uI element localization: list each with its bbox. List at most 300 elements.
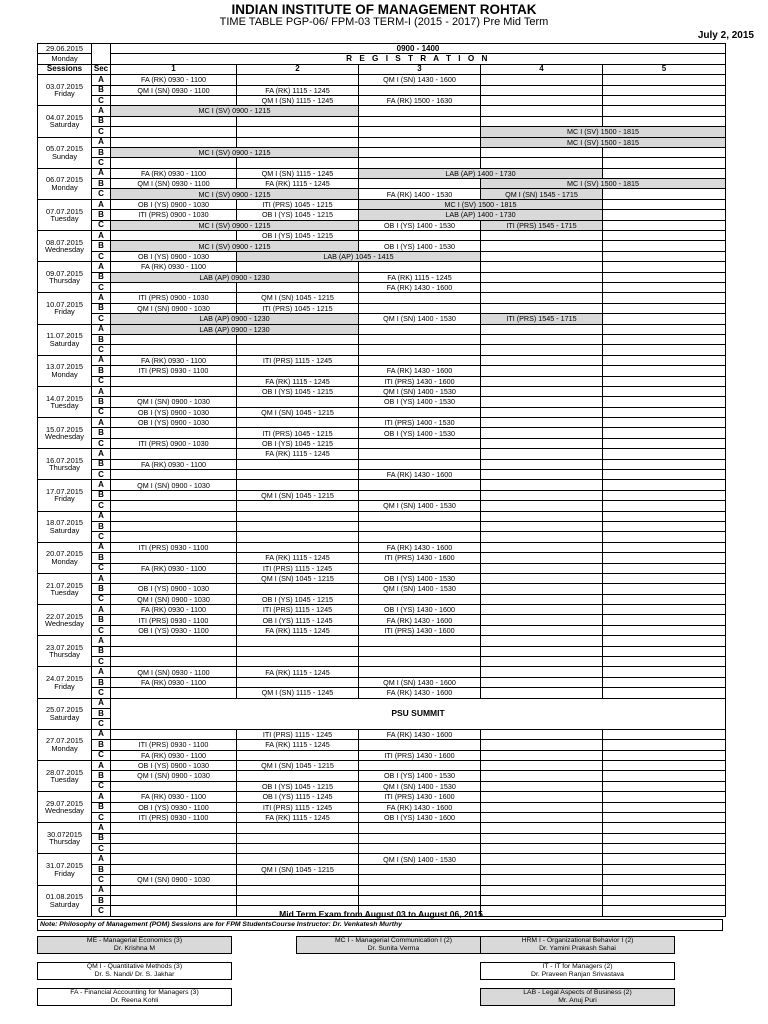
section-label: A xyxy=(92,511,111,521)
table-row xyxy=(38,542,726,552)
date-text: 11.07.2015 xyxy=(46,331,83,341)
schedule-cell xyxy=(603,501,726,511)
schedule-cell: OB I (YS) 0900 - 1030 xyxy=(111,418,237,428)
schedule-cell: QM I (SN) 1045 - 1215 xyxy=(237,573,359,583)
schedule-cell xyxy=(603,262,726,272)
schedule-cell: MC I (SV) 0900 - 1215 xyxy=(111,147,359,157)
schedule-cell xyxy=(359,823,481,833)
session-date xyxy=(38,792,92,823)
faculty-box xyxy=(480,936,675,954)
table-row xyxy=(38,615,726,625)
table-row xyxy=(38,95,726,105)
section-label: B xyxy=(92,179,111,189)
section-label: C xyxy=(92,314,111,324)
schedule-cell xyxy=(481,812,603,822)
table-row xyxy=(38,272,726,282)
schedule-cell xyxy=(603,480,726,490)
schedule-cell xyxy=(481,75,603,85)
schedule-cell xyxy=(359,459,481,469)
schedule-cell xyxy=(111,532,237,542)
schedule-cell: ITI (PRS) 1115 - 1245 xyxy=(237,605,359,615)
schedule-cell: FA (RK) 1430 - 1600 xyxy=(359,615,481,625)
schedule-cell xyxy=(359,438,481,448)
col-period-1: 1 xyxy=(111,64,237,74)
schedule-cell xyxy=(603,885,726,895)
schedule-cell: FA (RK) 1115 - 1245 xyxy=(237,667,359,677)
schedule-cell xyxy=(603,324,726,334)
session-date xyxy=(38,106,92,137)
day-text: Tuesday xyxy=(50,775,79,785)
course-name: ME - Managerial Economics (3) xyxy=(86,937,183,944)
table-row xyxy=(38,376,726,386)
session-date xyxy=(38,262,92,293)
schedule-cell: FA (RK) 0930 - 1100 xyxy=(111,75,237,85)
schedule-cell: ITI (PRS) 1545 - 1715 xyxy=(481,314,603,324)
table-row xyxy=(38,625,726,635)
section-label: A xyxy=(92,418,111,428)
schedule-cell xyxy=(603,563,726,573)
session-date xyxy=(38,760,92,791)
schedule-cell xyxy=(603,158,726,168)
schedule-cell xyxy=(603,553,726,563)
table-row xyxy=(38,179,726,189)
schedule-cell xyxy=(481,677,603,687)
schedule-cell: OB I (YS) 0900 - 1030 xyxy=(111,251,237,261)
reg-day: Monday xyxy=(38,54,92,64)
schedule-cell xyxy=(603,116,726,126)
schedule-cell xyxy=(481,459,603,469)
schedule-cell xyxy=(481,771,603,781)
schedule-cell xyxy=(481,241,603,251)
table-row xyxy=(38,314,726,324)
schedule-cell xyxy=(481,95,603,105)
section-label: B xyxy=(92,459,111,469)
section-label: B xyxy=(92,833,111,843)
table-row xyxy=(38,366,726,376)
table-row xyxy=(38,844,726,854)
schedule-cell xyxy=(481,470,603,480)
table-row xyxy=(38,657,726,667)
col-period-3: 3 xyxy=(359,64,481,74)
schedule-cell xyxy=(111,573,237,583)
schedule-cell xyxy=(237,584,359,594)
schedule-cell xyxy=(359,844,481,854)
schedule-cell xyxy=(481,688,603,698)
schedule-cell xyxy=(603,210,726,220)
schedule-cell xyxy=(237,896,359,906)
section-label: A xyxy=(92,667,111,677)
schedule-cell xyxy=(481,760,603,770)
schedule-cell xyxy=(111,470,237,480)
section-label: B xyxy=(92,802,111,812)
schedule-cell xyxy=(111,386,237,396)
schedule-cell xyxy=(603,760,726,770)
section-label: C xyxy=(92,532,111,542)
section-label: C xyxy=(92,345,111,355)
schedule-cell xyxy=(111,521,237,531)
schedule-cell: FA (RK) 1430 - 1600 xyxy=(359,802,481,812)
schedule-cell xyxy=(603,334,726,344)
table-row xyxy=(38,667,726,677)
day-text: Friday xyxy=(54,89,75,99)
schedule-cell: FA (RK) 0930 - 1100 xyxy=(111,677,237,687)
schedule-cell: FA (RK) 0930 - 1100 xyxy=(111,459,237,469)
date-text: 24.07.2015 xyxy=(46,674,83,684)
course-name: FA - Financial Accounting for Managers (3) xyxy=(70,989,199,996)
schedule-cell: OB I (YS) 1400 - 1530 xyxy=(359,397,481,407)
table-row xyxy=(38,147,726,157)
table-row xyxy=(38,345,726,355)
session-date xyxy=(38,636,92,667)
section-label: B xyxy=(92,584,111,594)
schedule-cell xyxy=(237,854,359,864)
schedule-cell xyxy=(603,376,726,386)
schedule-cell xyxy=(481,376,603,386)
schedule-cell xyxy=(603,573,726,583)
section-label: C xyxy=(92,220,111,230)
session-date xyxy=(38,573,92,604)
schedule-cell xyxy=(603,282,726,292)
schedule-cell: QM I (SN) 0900 - 1030 xyxy=(111,397,237,407)
schedule-cell: FA (RK) 1115 - 1245 xyxy=(237,376,359,386)
schedule-cell xyxy=(237,418,359,428)
session-date xyxy=(38,480,92,511)
table-row xyxy=(38,480,726,490)
schedule-cell xyxy=(359,137,481,147)
schedule-cell: FA (RK) 1115 - 1245 xyxy=(237,625,359,635)
schedule-cell xyxy=(603,532,726,542)
schedule-cell xyxy=(111,116,237,126)
schedule-cell xyxy=(603,366,726,376)
table-row xyxy=(38,428,726,438)
schedule-cell xyxy=(481,334,603,344)
table-row xyxy=(38,470,726,480)
schedule-cell xyxy=(111,137,237,147)
schedule-cell xyxy=(111,490,237,500)
schedule-cell xyxy=(603,189,726,199)
schedule-cell xyxy=(359,231,481,241)
schedule-cell xyxy=(359,407,481,417)
schedule-cell: OB I (YS) 1045 - 1215 xyxy=(237,386,359,396)
pom-note: Note: Philosophy of Management (POM) Sessions are for FPM StudentsCourse Instructor: Dr. Venkatesh Murthy xyxy=(37,919,723,931)
schedule-cell xyxy=(481,553,603,563)
schedule-cell xyxy=(481,594,603,604)
schedule-cell xyxy=(359,532,481,542)
schedule-cell xyxy=(237,158,359,168)
schedule-cell xyxy=(603,542,726,552)
schedule-cell xyxy=(603,449,726,459)
schedule-cell: ITI (PRS) 1045 - 1215 xyxy=(237,303,359,313)
table-row xyxy=(38,501,726,511)
schedule-cell xyxy=(603,220,726,230)
date-text: 29.07.2015 xyxy=(46,798,83,808)
schedule-cell: OB I (YS) 0900 - 1030 xyxy=(111,584,237,594)
schedule-cell xyxy=(359,667,481,677)
instructor-name: Dr. Yamini Prakash Sahai xyxy=(539,945,616,952)
schedule-cell xyxy=(237,750,359,760)
schedule-cell xyxy=(603,231,726,241)
schedule-cell: QM I (SN) 1115 - 1245 xyxy=(237,95,359,105)
schedule-cell: ITI (PRS) 1430 - 1600 xyxy=(359,792,481,802)
schedule-cell xyxy=(603,95,726,105)
day-text: Tuesday xyxy=(50,588,79,597)
day-text: Friday xyxy=(54,681,75,691)
schedule-cell xyxy=(603,657,726,667)
date-text: 25.07.2015 xyxy=(46,705,83,715)
schedule-cell xyxy=(481,584,603,594)
day-text: Saturday xyxy=(49,712,80,722)
schedule-cell xyxy=(111,428,237,438)
session-date xyxy=(38,823,92,854)
session-date xyxy=(38,231,92,262)
table-row xyxy=(38,792,726,802)
col-period-5: 5 xyxy=(603,64,726,74)
schedule-cell xyxy=(603,199,726,209)
table-row xyxy=(38,459,726,469)
schedule-cell xyxy=(111,127,237,137)
schedule-cell xyxy=(481,854,603,864)
schedule-cell xyxy=(237,771,359,781)
session-date xyxy=(38,137,92,168)
schedule-cell: QM I (SN) 0900 - 1030 xyxy=(111,875,237,885)
schedule-cell xyxy=(237,542,359,552)
schedule-cell xyxy=(603,241,726,251)
section-label: B xyxy=(92,210,111,220)
schedule-cell: FA (RK) 0930 - 1100 xyxy=(111,563,237,573)
schedule-cell xyxy=(111,896,237,906)
schedule-cell: ITI (PRS) 1115 - 1245 xyxy=(237,729,359,739)
schedule-cell xyxy=(359,833,481,843)
schedule-cell xyxy=(481,511,603,521)
schedule-cell xyxy=(481,272,603,282)
schedule-cell xyxy=(603,792,726,802)
schedule-cell xyxy=(111,729,237,739)
schedule-cell xyxy=(481,85,603,95)
schedule-cell xyxy=(481,147,603,157)
table-row xyxy=(38,584,726,594)
schedule-cell xyxy=(481,386,603,396)
schedule-cell xyxy=(359,646,481,656)
section-label: C xyxy=(92,781,111,791)
schedule-cell xyxy=(603,584,726,594)
date-text: 17.07.2015 xyxy=(46,487,83,497)
schedule-cell: ITI (PRS) 0930 - 1100 xyxy=(111,740,237,750)
section-label: C xyxy=(92,251,111,261)
schedule-cell xyxy=(603,272,726,282)
section-label: C xyxy=(92,844,111,854)
table-row xyxy=(38,594,726,604)
table-row xyxy=(38,864,726,874)
schedule-cell: OB I (YS) 1045 - 1215 xyxy=(237,781,359,791)
schedule-cell xyxy=(359,594,481,604)
section-label: A xyxy=(92,698,111,708)
schedule-cell: QM I (SN) 0930 - 1100 xyxy=(111,85,237,95)
schedule-cell xyxy=(603,418,726,428)
schedule-cell: QM I (SN) 1045 - 1215 xyxy=(237,864,359,874)
section-label: C xyxy=(92,158,111,168)
schedule-cell: ITI (PRS) 1045 - 1215 xyxy=(237,428,359,438)
section-label: A xyxy=(92,792,111,802)
course-name: IT - IT for Managers (2) xyxy=(542,963,613,970)
schedule-cell xyxy=(359,449,481,459)
schedule-cell xyxy=(603,688,726,698)
schedule-cell: QM I (SN) 1400 - 1530 xyxy=(359,584,481,594)
table-row xyxy=(38,355,726,365)
schedule-cell: OB I (YS) 0930 - 1100 xyxy=(111,802,237,812)
schedule-cell xyxy=(481,116,603,126)
schedule-cell xyxy=(603,615,726,625)
table-row xyxy=(38,334,726,344)
schedule-cell: OB I (YS) 1400 - 1530 xyxy=(359,428,481,438)
schedule-cell xyxy=(237,282,359,292)
schedule-cell: FA (RK) 0930 - 1100 xyxy=(111,750,237,760)
day-text: Wednesday xyxy=(45,806,84,816)
schedule-cell xyxy=(603,106,726,116)
day-text: Thursday xyxy=(49,650,80,660)
schedule-cell xyxy=(481,293,603,303)
schedule-cell: MC I (SV) 1500 - 1815 xyxy=(481,127,726,137)
registration-row xyxy=(38,44,726,54)
date-text: 13.07.2015 xyxy=(46,362,83,372)
schedule-cell: OB I (YS) 1400 - 1530 xyxy=(359,771,481,781)
instructor-name: Dr. Praveen Ranjan Srivastava xyxy=(531,971,624,978)
section-label: A xyxy=(92,231,111,241)
schedule-cell xyxy=(603,844,726,854)
schedule-cell: MC I (SV) 1500 - 1815 xyxy=(481,137,726,147)
table-row xyxy=(38,677,726,687)
section-label: C xyxy=(92,625,111,635)
schedule-cell xyxy=(237,646,359,656)
schedule-cell xyxy=(111,511,237,521)
schedule-cell xyxy=(603,823,726,833)
section-label: C xyxy=(92,875,111,885)
schedule-cell xyxy=(359,563,481,573)
table-row xyxy=(38,168,726,178)
schedule-cell: FA (RK) 1430 - 1600 xyxy=(359,729,481,739)
day-text: Thursday xyxy=(49,837,80,847)
section-label: B xyxy=(92,272,111,282)
table-row xyxy=(38,199,726,209)
date-text: 21.07.2015 xyxy=(46,580,83,590)
header-row xyxy=(38,64,726,74)
schedule-cell xyxy=(237,137,359,147)
col-period-2: 2 xyxy=(237,64,359,74)
schedule-cell xyxy=(481,282,603,292)
schedule-cell xyxy=(603,407,726,417)
schedule-cell: FA (RK) 0930 - 1100 xyxy=(111,262,237,272)
table-row xyxy=(38,636,726,646)
schedule-cell xyxy=(481,615,603,625)
section-label: A xyxy=(92,573,111,583)
section-label: A xyxy=(92,542,111,552)
date-text: 18.07.2015 xyxy=(46,518,83,528)
schedule-cell xyxy=(481,490,603,500)
table-row xyxy=(38,116,726,126)
schedule-cell xyxy=(481,750,603,760)
schedule-cell: FA (RK) 1115 - 1245 xyxy=(359,272,481,282)
schedule-cell: FA (RK) 1115 - 1245 xyxy=(237,812,359,822)
schedule-cell xyxy=(481,251,603,261)
date-text: 04.07.2015 xyxy=(46,113,83,123)
schedule-cell xyxy=(481,428,603,438)
schedule-cell xyxy=(481,438,603,448)
schedule-cell xyxy=(111,844,237,854)
day-text: Wednesday xyxy=(45,432,84,442)
schedule-cell: OB I (YS) 1045 - 1215 xyxy=(237,210,359,220)
table-row xyxy=(38,812,726,822)
table-row xyxy=(38,449,726,459)
schedule-cell: ITI (PRS) 0930 - 1100 xyxy=(111,615,237,625)
schedule-cell xyxy=(481,844,603,854)
schedule-cell xyxy=(237,844,359,854)
schedule-cell: QM I (SN) 0930 - 1100 xyxy=(111,667,237,677)
schedule-cell xyxy=(359,760,481,770)
schedule-cell xyxy=(481,345,603,355)
date-text: 03.07.2015 xyxy=(46,81,83,91)
schedule-cell xyxy=(603,636,726,646)
table-row xyxy=(38,241,726,251)
section-label: B xyxy=(92,334,111,344)
schedule-cell xyxy=(111,553,237,563)
table-row xyxy=(38,740,726,750)
schedule-cell: OB I (YS) 0900 - 1030 xyxy=(111,199,237,209)
table-row xyxy=(38,490,726,500)
date-text: 08.07.2015 xyxy=(46,237,83,247)
table-row xyxy=(38,760,726,770)
schedule-cell xyxy=(481,605,603,615)
schedule-cell xyxy=(603,511,726,521)
schedule-cell xyxy=(603,802,726,812)
schedule-cell xyxy=(603,896,726,906)
table-row xyxy=(38,85,726,95)
faculty-box xyxy=(37,988,232,1006)
schedule-cell xyxy=(481,418,603,428)
col-sessions: Sessions xyxy=(38,64,92,74)
day-text: Monday xyxy=(51,369,78,379)
schedule-cell xyxy=(481,781,603,791)
schedule-cell xyxy=(359,490,481,500)
schedule-cell: OB I (YS) 1115 - 1245 xyxy=(237,792,359,802)
day-text: Wednesday xyxy=(45,245,84,255)
schedule-cell xyxy=(359,480,481,490)
schedule-cell xyxy=(237,511,359,521)
session-date xyxy=(38,542,92,573)
section-label: B xyxy=(92,896,111,906)
schedule-cell xyxy=(603,729,726,739)
schedule-cell: QM I (SN) 1430 - 1600 xyxy=(359,677,481,687)
schedule-cell xyxy=(237,262,359,272)
schedule-cell: OB I (YS) 1400 - 1530 xyxy=(359,220,481,230)
schedule-cell xyxy=(237,459,359,469)
section-label: C xyxy=(92,438,111,448)
date-text: 07.07.2015 xyxy=(46,206,83,216)
schedule-cell xyxy=(359,293,481,303)
schedule-cell xyxy=(359,896,481,906)
schedule-cell: FA (RK) 1115 - 1245 xyxy=(237,740,359,750)
schedule-cell xyxy=(237,397,359,407)
schedule-cell xyxy=(481,501,603,511)
reg-time: 0900 - 1400 xyxy=(111,44,726,54)
section-label: C xyxy=(92,812,111,822)
table-row xyxy=(38,802,726,812)
day-text: Monday xyxy=(51,743,78,753)
section-label: A xyxy=(92,386,111,396)
section-label: C xyxy=(92,127,111,137)
day-text: Thursday xyxy=(49,463,80,473)
section-label: C xyxy=(92,719,111,729)
table-row xyxy=(38,262,726,272)
schedule-cell xyxy=(603,438,726,448)
